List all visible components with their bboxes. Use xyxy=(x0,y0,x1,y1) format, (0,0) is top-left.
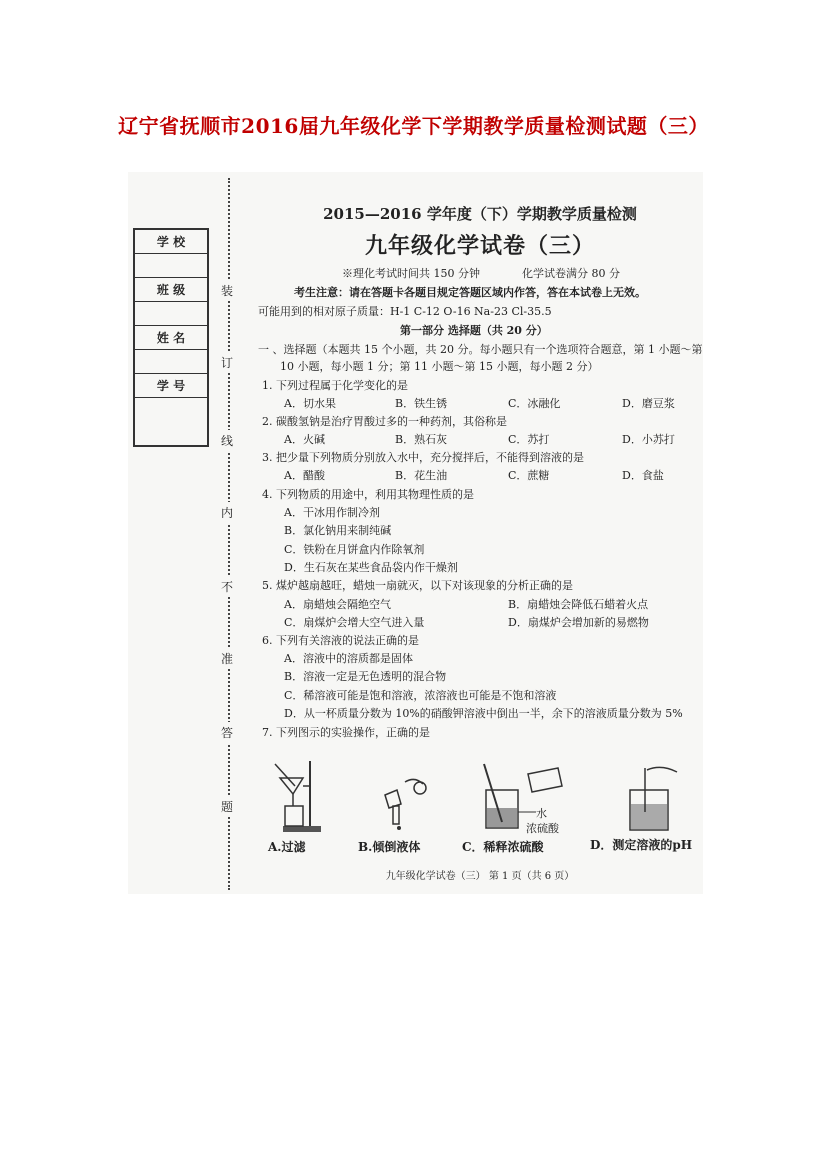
exam-season: 2015—2016 学年度（下）学期教学质量检测 xyxy=(323,205,637,223)
option: C．稀溶液可能是饱和溶液，浓溶液也可能是不饱和溶液 xyxy=(284,689,557,702)
fold-char: 题 xyxy=(221,796,233,817)
fold-char: 装 xyxy=(221,280,233,301)
question-stem: 2. 碳酸氢钠是治疗胃酸过多的一种药剂，其俗称是 xyxy=(262,415,507,428)
atomic-masses: 可能用到的相对原子质量：H-1 C-12 O-16 Na-23 Cl-35.5 xyxy=(258,305,552,318)
question-stem: 6. 下列有关溶液的说法正确的是 xyxy=(262,634,419,647)
fold-char: 线 xyxy=(221,430,233,451)
id-label: 学 号 xyxy=(134,374,208,398)
name-blank xyxy=(134,350,208,374)
figure-caption-b: B.倾倒液体 xyxy=(358,840,421,854)
section-instructions-2: 10 小题，每小题 1 分；第 11 小题～第 15 小题，每小题 2 分） xyxy=(280,360,599,373)
notice: 考生注意：请在答题卡各题目规定答题区域内作答，答在本试卷上无效。 xyxy=(294,286,646,299)
option: C．苏打 xyxy=(508,433,550,446)
figure-caption-a: A.过滤 xyxy=(268,840,306,854)
water-label: 水 xyxy=(536,807,547,820)
name-label: 姓 名 xyxy=(134,326,208,350)
option: C．铁粉在月饼盒内作除氧剂 xyxy=(284,543,425,556)
option: C．冰融化 xyxy=(508,397,561,410)
option: D．生石灰在某些食品袋内作干燥剂 xyxy=(284,561,458,574)
option: D．扇煤炉会增加新的易燃物 xyxy=(508,616,649,629)
question-stem: 4. 下列物质的用途中，利用其物理性质的是 xyxy=(262,488,474,501)
option: A．切水果 xyxy=(284,397,336,410)
option: A．干冰用作制冷剂 xyxy=(284,506,380,519)
option: B．氯化钠用来制纯碱 xyxy=(284,524,392,537)
option: C．蔗糖 xyxy=(508,469,550,482)
fold-char: 不 xyxy=(221,576,233,597)
exam-title: 九年级化学试卷（三） xyxy=(364,233,595,259)
option: A．火碱 xyxy=(284,433,325,446)
ph-test-illustration xyxy=(615,764,695,834)
question-stem: 7. 下列图示的实验操作，正确的是 xyxy=(262,726,430,739)
time-note: ※理化考试时间共 150 分钟 xyxy=(342,267,480,280)
school-blank xyxy=(134,254,208,278)
section-instructions-1: 一 、选择题（本题共 15 个小题，共 20 分。每小题只有一个选项符合题意，第 1 小题～第 xyxy=(258,343,703,356)
fold-char: 准 xyxy=(221,648,233,669)
acid-label: 浓硫酸 xyxy=(526,822,559,835)
option: B．花生油 xyxy=(395,469,448,482)
option: B．铁生锈 xyxy=(395,397,448,410)
option: D．小苏打 xyxy=(622,433,675,446)
school-label: 学 校 xyxy=(134,229,208,254)
page-title: 辽宁省抚顺市2016届九年级化学下学期教学质量检测试题（三） xyxy=(118,114,709,138)
option: D．食盐 xyxy=(622,469,664,482)
question-stem: 5. 煤炉越扇越旺，蜡烛一扇就灭，以下对该现象的分析正确的是 xyxy=(262,579,573,592)
pouring-liquid-illustration xyxy=(375,770,435,830)
figure-caption-d: D．测定溶液的pH xyxy=(590,838,693,852)
score-note: 化学试卷满分 80 分 xyxy=(522,267,620,280)
part-heading: 第一部分 选择题（共 20 分） xyxy=(400,324,548,337)
fold-char: 内 xyxy=(221,502,233,523)
filtration-illustration xyxy=(265,756,325,836)
class-blank xyxy=(134,302,208,326)
option: A．醋酸 xyxy=(284,469,325,482)
option: D．磨豆浆 xyxy=(622,397,675,410)
fold-char: 答 xyxy=(221,722,233,743)
question-stem: 3. 把少量下列物质分别放入水中，充分搅拌后，不能得到溶液的是 xyxy=(262,451,584,464)
option: B．熟石灰 xyxy=(395,433,448,446)
option: A．扇蜡烛会隔绝空气 xyxy=(284,598,391,611)
id-blank xyxy=(134,398,208,447)
option: B．溶液一定是无色透明的混合物 xyxy=(284,670,447,683)
question-stem: 1. 下列过程属于化学变化的是 xyxy=(262,379,408,392)
page-footer: 九年级化学试卷（三） 第 1 页（共 6 页） xyxy=(385,871,575,882)
fold-char: 订 xyxy=(221,352,233,373)
option: B．扇蜡烛会降低石蜡着火点 xyxy=(508,598,649,611)
option: A．溶液中的溶质都是固体 xyxy=(284,652,413,665)
figure-caption-c: C．稀释浓硫酸 xyxy=(462,840,544,854)
student-info-table xyxy=(133,228,209,447)
option: C．扇煤炉会增大空气进入量 xyxy=(284,616,425,629)
option: D．从一杯质量分数为 10%的硝酸钾溶液中倒出一半，余下的溶液质量分数为 5% xyxy=(284,707,683,720)
class-label: 班 级 xyxy=(134,278,208,302)
